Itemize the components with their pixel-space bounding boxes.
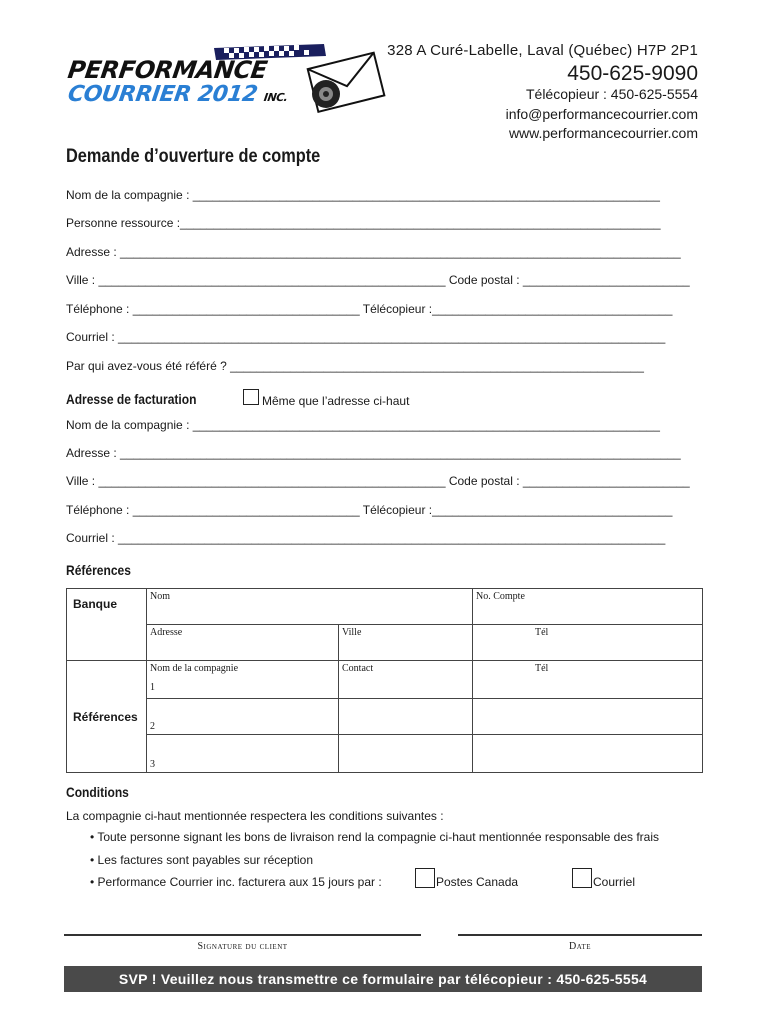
ref-row-number: 3 — [150, 759, 155, 770]
bank-tel-label: Tél — [535, 627, 549, 638]
billing-heading: Adresse de facturation — [66, 391, 197, 407]
signature-line[interactable] — [64, 934, 421, 936]
bank-address-cell[interactable] — [147, 625, 339, 661]
ref-tel-label: Tél — [535, 663, 549, 674]
phone-fax-field[interactable]: Téléphone : __________________________________ Télécopieur :____________________________________ — [66, 302, 673, 316]
ref-1-contact-cell[interactable] — [339, 661, 473, 699]
signature-label: Signature du client — [197, 941, 288, 952]
ref-contact-label: Contact — [342, 663, 374, 674]
refs-label: Références — [67, 661, 147, 773]
ref-2-tel-cell[interactable] — [473, 699, 703, 735]
bank-name-cell[interactable] — [147, 589, 473, 625]
company-name-field[interactable]: Nom de la compagnie : ______________________________________________________________________ — [66, 188, 660, 202]
ref-company-label: Nom de la compagnie — [150, 663, 239, 674]
billing-phone-fax-field[interactable]: Téléphone : __________________________________ Télécopieur :____________________________________ — [66, 503, 673, 517]
billing-email-field[interactable]: Courriel : __________________________________________________________________________________ — [66, 531, 666, 545]
contact-person-field[interactable]: Personne ressource :________________________________________________________________________ — [66, 216, 661, 230]
company-email[interactable]: info@performancecourrier.com — [505, 106, 698, 122]
conditions-intro: La compagnie ci-haut mentionnée respectera les conditions suivantes : — [66, 809, 444, 823]
company-phone: 450-625-9090 — [567, 62, 698, 85]
logo-text-line2: COURRIER 2012 — [66, 82, 259, 107]
same-address-label: Même que l’adresse ci-haut — [262, 394, 410, 408]
references-heading: Références — [66, 562, 131, 578]
form-title: Demande d’ouverture de compte — [66, 146, 321, 167]
city-postal-field[interactable]: Ville : ____________________________________________________ Code postal : _________________________ — [66, 273, 690, 287]
same-address-checkbox[interactable] — [243, 389, 259, 405]
bank-city-label: Ville — [342, 627, 362, 638]
bank-address-label: Adresse — [150, 627, 183, 638]
courier-checkbox[interactable] — [572, 868, 592, 888]
company-fax: Télécopieur : 450-625-5554 — [525, 86, 698, 102]
courier-label: Courriel — [593, 875, 636, 889]
ref-3-tel-cell[interactable] — [473, 735, 703, 773]
email-field[interactable]: Courriel : __________________________________________________________________________________ — [66, 330, 666, 344]
date-line[interactable] — [458, 934, 702, 936]
logo-text-line1: PERFORMANCE — [66, 56, 269, 84]
bank-name-label: Nom — [150, 591, 170, 602]
postes-canada-label: Postes Canada — [436, 875, 519, 889]
billing-company-field[interactable]: Nom de la compagnie : ______________________________________________________________________ — [66, 418, 660, 432]
company-address: 328 A Curé-Labelle, Laval (Québec) H7P 2P1 — [387, 42, 698, 59]
company-logo — [64, 42, 394, 120]
company-website[interactable]: www.performancecourrier.com — [508, 125, 698, 141]
bank-label: Banque — [67, 589, 147, 661]
logo-text-suffix: INC. — [262, 91, 289, 104]
ref-row-number: 1 — [150, 682, 155, 693]
postes-canada-checkbox[interactable] — [415, 868, 435, 888]
bank-account-label: No. Compte — [476, 591, 525, 602]
condition-item: • Les factures sont payables sur réception — [90, 853, 313, 867]
ref-1-company-cell[interactable] — [147, 661, 339, 699]
ref-3-contact-cell[interactable] — [339, 735, 473, 773]
bank-account-cell[interactable] — [473, 589, 703, 625]
ref-3-company-cell[interactable] — [147, 735, 339, 773]
billing-city-field[interactable]: Ville : ____________________________________________________ Code postal : _________________________ — [66, 474, 690, 488]
referred-by-field[interactable]: Par qui avez-vous été référé ? ______________________________________________________________ — [66, 359, 644, 373]
ref-1-tel-cell[interactable] — [473, 661, 703, 699]
logo-text-line2-wrap — [66, 82, 289, 107]
bank-city-cell[interactable] — [339, 625, 473, 661]
ref-2-company-cell[interactable] — [147, 699, 339, 735]
address-field[interactable]: Adresse : ____________________________________________________________________________________ — [66, 245, 681, 259]
condition-item: • Toute personne signant les bons de livraison rend la compagnie ci-haut mentionnée responsable des frais — [90, 830, 659, 844]
ref-row-number: 2 — [150, 721, 155, 732]
references-table — [66, 588, 703, 773]
tire-icon — [312, 80, 340, 108]
footer-banner: SVP ! Veuillez nous transmettre ce formulaire par télécopieur : 450-625-5554 — [64, 966, 702, 992]
billing-address-field[interactable]: Adresse : ____________________________________________________________________________________ — [66, 446, 681, 460]
bank-tel-cell[interactable] — [473, 625, 703, 661]
date-label: Date — [568, 941, 592, 952]
conditions-heading: Conditions — [66, 784, 129, 800]
ref-2-contact-cell[interactable] — [339, 699, 473, 735]
condition-item: • Performance Courrier inc. facturera aux 15 jours par : — [90, 875, 382, 889]
